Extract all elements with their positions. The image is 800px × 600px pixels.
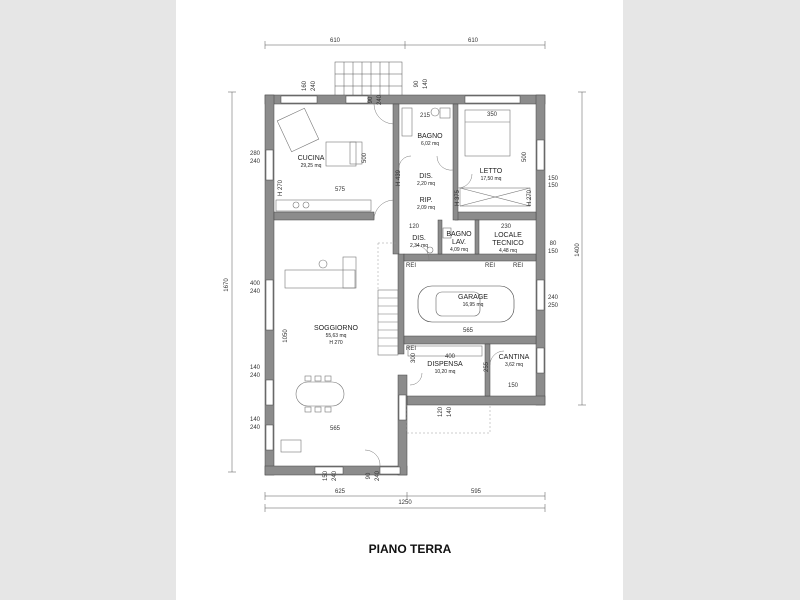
room-bagno-area: 6,02 mq [420,141,440,147]
height-dis: H 439 [396,169,402,187]
doors [365,104,504,466]
dim-bottom-total: 1250 [398,500,412,506]
windows [266,96,544,474]
room-letto-area: 17,50 mq [480,176,502,182]
dim-350: 350 [486,112,498,118]
room-garage-name: GARAGE [458,294,488,301]
room-cantina-name: CANTINA [498,354,530,361]
height-rip: H 375 [455,189,461,207]
dim-w3b: 240 [249,373,261,379]
room-soggiorno-area: 55,63 mq [325,333,347,339]
dim-w3a: 140 [249,365,261,371]
dim-b1b: 240 [332,470,338,482]
dim-top-left: 610 [329,38,341,44]
room-soggiorno-name: SOGGIORNO [314,325,358,332]
dim-bottom-left: 625 [334,489,346,495]
room-dis2-area: 2,34 mq [409,243,429,249]
dim-150: 150 [507,383,519,389]
dim-t1a: 160 [302,80,308,92]
room-letto-name: LETTO [479,168,503,175]
dim-400: 400 [444,354,456,360]
terrace-grid [335,62,402,98]
room-cucina-name: CUCINA [297,155,325,162]
dim-r2a: 80 [549,241,557,247]
rei-label-4: REI [405,346,417,352]
dim-left-total: 1670 [224,278,230,292]
dim-r3b: 250 [547,303,559,309]
dim-215: 215 [419,113,431,119]
plan-title: PIANO TERRA [368,542,452,556]
dim-r2b: 150 [547,249,559,255]
room-bagnolav-area: 4,09 mq [449,247,469,253]
dim-b1a: 150 [323,470,329,482]
room-bagnolav-name1: BAGNO [446,231,472,238]
dim-w4b: 240 [249,425,261,431]
room-locale-name2: TECNICO [492,240,524,247]
dim-w1b: 240 [249,159,261,165]
dim-bottom-right: 595 [470,489,482,495]
dim-t2a: 90 [368,96,374,104]
rei-label-1: REI [405,263,417,269]
dim-120: 120 [408,224,420,230]
room-cantina-area: 3,62 mq [504,362,524,368]
room-locale-name1: LOCALE [494,232,522,239]
room-dis2-name: DIS. [412,235,426,242]
dim-230: 230 [500,224,512,230]
room-locale-area: 4,48 mq [498,248,518,254]
dim-t3a: 90 [414,80,420,88]
room-bagnolav-name2: LAV. [451,239,467,246]
dim-575: 575 [334,187,346,193]
dim-b2b: 240 [375,470,381,482]
dim-d1a: 120 [438,406,444,418]
dim-w4a: 140 [249,417,261,423]
height-letto: H 270 [527,189,533,207]
rei-label-3: REI [512,263,524,269]
dim-r1a: 150 [547,176,559,182]
room-bagno-name: BAGNO [417,133,443,140]
dim-t2b: 240 [377,94,383,106]
rei-label-2: REI [484,263,496,269]
room-dispensa-area: 10,20 mq [434,369,456,375]
dim-t3b: 140 [423,78,429,90]
room-rip-name: RIP. [419,197,433,204]
dim-w2b: 240 [249,289,261,295]
dim-500-cucina: 500 [362,152,368,164]
room-dispensa-name: DISPENSA [427,361,463,368]
dim-d1b: 140 [447,406,453,418]
dim-300: 300 [411,352,417,364]
dim-1050: 1050 [283,329,289,343]
dim-r3a: 240 [547,295,559,301]
dim-255: 255 [484,361,490,373]
room-dis1-name: DIS. [419,173,433,180]
dim-right-total: 1400 [575,243,581,257]
height-cucina: H 270 [278,179,284,197]
dim-t1b: 240 [311,80,317,92]
room-dis1-area: 2,20 mq [416,181,436,187]
dim-top-right: 610 [467,38,479,44]
dim-r1b: 150 [547,183,559,189]
room-cucina-area: 29,25 mq [300,163,322,169]
dim-w2a: 400 [249,281,261,287]
dim-w1a: 280 [249,151,261,157]
room-soggiorno-height: H 270 [329,340,343,346]
dim-b2a: 90 [366,472,372,480]
dim-565-garage: 565 [462,328,474,334]
dim-565-soggiorno: 565 [329,426,341,432]
room-rip-area: 2,09 mq [416,205,436,211]
dim-500: 500 [522,151,528,163]
room-garage-area: 16,95 mq [462,302,484,308]
